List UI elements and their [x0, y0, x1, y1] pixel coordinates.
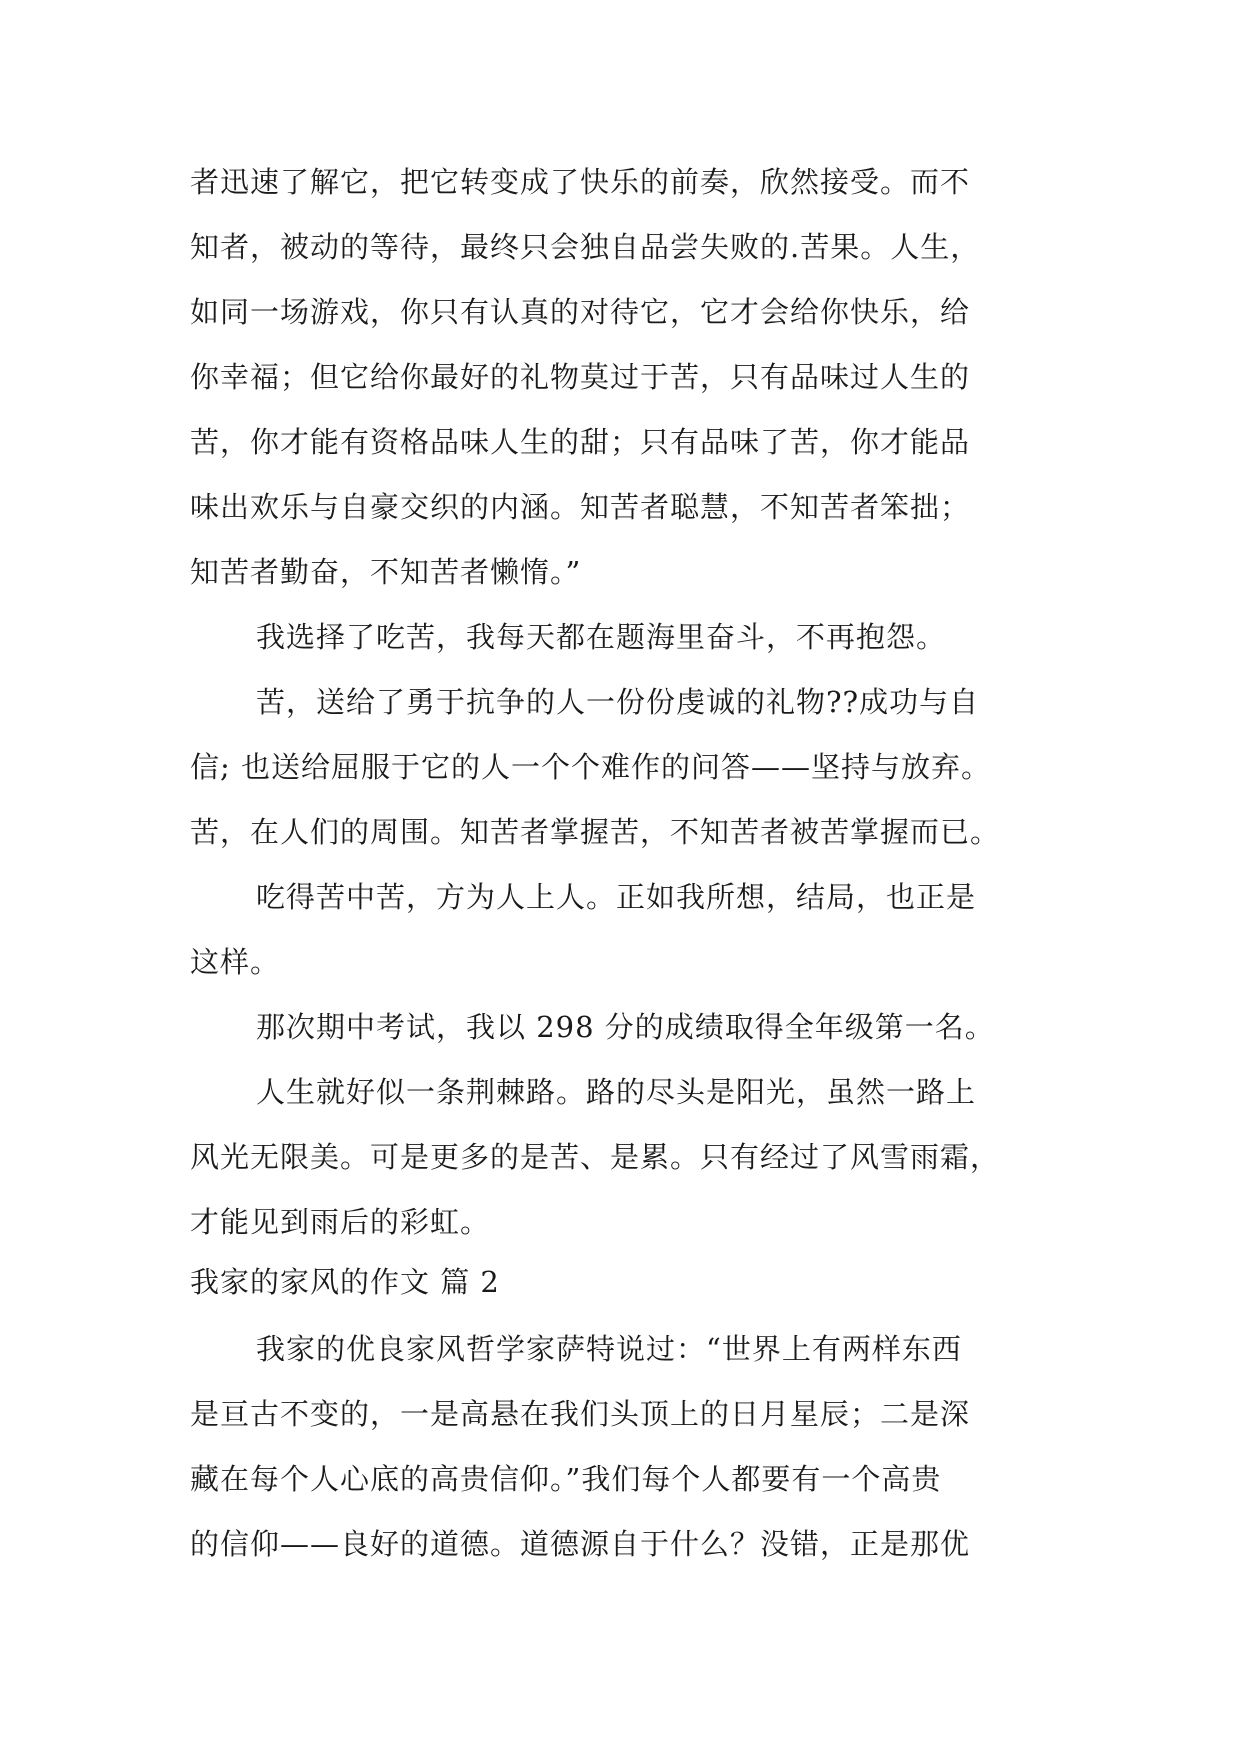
- paragraph-start-line: 人生就好似一条荆棘路。路的尽头是阳光，虽然一路上: [256, 1075, 977, 1109]
- text-line: 藏在每个人心底的高贵信仰。”我们每个人都要有一个高贵: [190, 1462, 942, 1496]
- essay-continuation: [190, 150, 1080, 1255]
- section2-body: [190, 1317, 1080, 1577]
- text-line: 风光无限美。可是更多的是苦、是累。只有经过了风雪雨霜，: [190, 1140, 1001, 1174]
- paragraph-start-line: 那次期中考试，我以 298 分的成绩取得全年级第一名。: [256, 1010, 995, 1044]
- text-line: 才能见到雨后的彩虹。: [190, 1205, 491, 1239]
- paragraph-start-line: 吃得苦中苦，方为人上人。正如我所想，结局，也正是: [256, 880, 977, 914]
- text-line: 的信仰——良好的道德。道德源自于什么？没错，正是那优: [190, 1527, 971, 1561]
- paragraph-start-line: 苦，送给了勇于抗争的人一份份虔诚的礼物??成功与自: [256, 685, 980, 719]
- text-line: 知者，被动的等待，最终只会独自品尝失败的.苦果。人生，: [190, 230, 981, 264]
- paragraph-start-line: 我家的优良家风哲学家萨特说过：“世界上有两样东西: [256, 1332, 962, 1366]
- text-line: 苦，你才能有资格品味人生的甜；只有品味了苦，你才能品: [190, 425, 971, 459]
- paragraph-start-line: 我选择了吃苦，我每天都在题海里奋斗，不再抱怨。: [256, 620, 947, 654]
- text-line: 者迅速了解它，把它转变成了快乐的前奏，欣然接受。而不: [190, 165, 971, 199]
- text-line: 是亘古不变的，一是高悬在我们头顶上的日月星辰；二是深: [190, 1397, 971, 1431]
- section-heading: 我家的家风的作文 篇 2: [190, 1265, 500, 1299]
- text-line: 信; 也送给屈服于它的人一个个难作的问答——坚持与放弃。: [190, 750, 991, 784]
- text-line: 这样。: [190, 945, 281, 979]
- section-heading-block: [190, 1250, 1080, 1315]
- text-line: 你幸福；但它给你最好的礼物莫过于苦，只有品味过人生的: [190, 360, 971, 394]
- text-line: 如同一场游戏，你只有认真的对待它，它才会给你快乐，给: [190, 295, 971, 329]
- text-line: 味出欢乐与自豪交织的内涵。知苦者聪慧，不知苦者笨拙；: [190, 490, 971, 524]
- text-line: 苦，在人们的周围。知苦者掌握苦，不知苦者被苦掌握而已。: [190, 815, 1001, 849]
- text-line: 知苦者勤奋，不知苦者懒惰。”: [190, 555, 582, 589]
